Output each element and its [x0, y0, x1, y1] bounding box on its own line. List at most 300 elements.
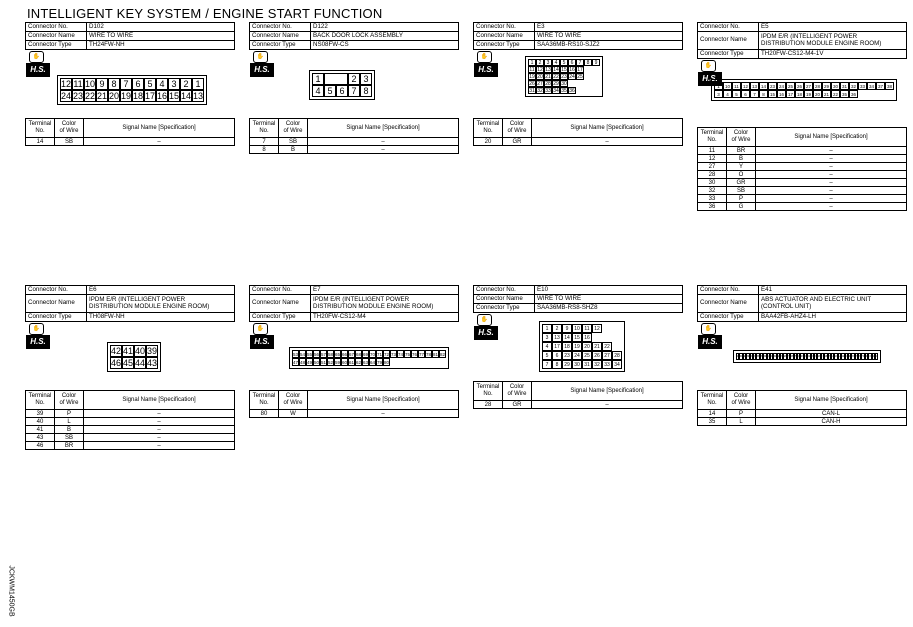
pin-16: 16 — [582, 333, 592, 342]
connector-name-value: IPDM E/R (INTELLIGENT POWER DISTRIBUTION MODULE ENGINE ROOM) — [311, 295, 459, 313]
connector-name-label: Connector Name — [698, 295, 759, 313]
pin-69: 69 — [363, 351, 369, 357]
col-terminal-no: Terminal No. — [474, 382, 503, 401]
pin-34: 34 — [612, 360, 622, 369]
pin-39: 39 — [147, 346, 158, 356]
pin-21: 21 — [807, 355, 811, 358]
connector-panel-e6 — [25, 285, 235, 450]
wire-color: SB — [727, 187, 756, 195]
table-row — [26, 434, 235, 442]
pin-33: 33 — [602, 360, 612, 369]
table-row — [250, 410, 459, 418]
connector-name-value: IPDM E/R (INTELLIGENT POWER DISTRIBUTION MODULE ENGINE ROOM) — [759, 32, 907, 50]
pin-8: 8 — [584, 59, 592, 66]
pin-17: 17 — [787, 91, 793, 97]
pin-25: 25 — [793, 355, 797, 358]
signal-name: – — [84, 410, 235, 418]
pin-23: 23 — [800, 355, 804, 358]
pin-row — [528, 66, 600, 73]
pin-2: 2 — [552, 324, 562, 333]
pin-27: 27 — [602, 351, 612, 360]
pin-24: 24 — [778, 83, 784, 89]
connector-panel-e5 — [697, 22, 907, 211]
connector-face — [57, 75, 207, 105]
connector-face — [525, 56, 603, 97]
pin-14: 14 — [181, 91, 192, 101]
pin-6: 6 — [336, 85, 348, 97]
pin-row — [110, 357, 158, 369]
signal-name: – — [756, 163, 907, 171]
connector-type-value: TH24FW-NH — [87, 41, 235, 50]
col-terminal-no: Terminal No. — [26, 391, 55, 410]
pin-9: 9 — [96, 78, 108, 90]
pin-11: 11 — [841, 355, 845, 358]
connector-face-area — [249, 322, 459, 390]
col-terminal-no: Terminal No. — [250, 391, 279, 410]
pin-3: 3 — [542, 333, 552, 342]
pin-59: 59 — [335, 359, 341, 365]
col-terminal-no: Terminal No. — [474, 119, 503, 138]
pin-42: 42 — [736, 355, 740, 358]
connector-type-value: TH20FW-CS12-M4-1V — [759, 50, 907, 59]
hs-badge: H.S. — [474, 326, 498, 340]
wire-color: P — [727, 195, 756, 203]
connector-no-label: Connector No. — [26, 286, 87, 295]
connector-header — [25, 22, 235, 50]
pin-9: 9 — [562, 324, 572, 333]
connector-type-value: TH20FW-CS12-M4 — [311, 313, 459, 322]
pin-1: 1 — [192, 78, 204, 90]
terminal-no: 35 — [698, 418, 727, 426]
terminal-no: 30 — [698, 179, 727, 187]
pin-52: 52 — [328, 359, 334, 365]
hs-badge: H.S. — [26, 63, 50, 77]
terminal-no: 12 — [698, 155, 727, 163]
pin-row — [292, 350, 446, 358]
hand-icon: ✋ — [477, 51, 492, 63]
pin-row — [110, 345, 158, 357]
connector-header — [697, 22, 907, 59]
col-color-of-wire: Color of Wire — [503, 119, 532, 138]
pin-39: 39 — [746, 355, 750, 358]
pin-8: 8 — [852, 355, 854, 358]
pin-13: 13 — [552, 333, 562, 342]
pin-50: 50 — [314, 359, 320, 365]
pin-32: 32 — [537, 87, 543, 94]
pin-19: 19 — [121, 91, 132, 101]
table-row — [26, 410, 235, 418]
wire-color: B — [279, 146, 308, 154]
hand-icon: ✋ — [29, 323, 44, 335]
hs-harness-side-icon — [474, 51, 500, 79]
pin-36: 36 — [756, 355, 760, 358]
connector-panel-d122 — [249, 22, 459, 154]
pin-26: 26 — [592, 351, 602, 360]
pin-37: 37 — [877, 83, 883, 89]
table-row — [698, 163, 907, 171]
terminal-table — [249, 390, 459, 418]
connector-type-label: Connector Type — [698, 313, 759, 322]
pin-35: 35 — [760, 355, 763, 358]
pin-8: 8 — [360, 85, 372, 97]
pin-row — [714, 82, 894, 90]
pin-row — [542, 333, 622, 342]
connector-name-value: WIRE TO WIRE — [87, 32, 235, 41]
connector-type-value: BAA42FB-AHZ4-LH — [759, 313, 907, 322]
pin-1: 1 — [876, 355, 878, 358]
terminal-table — [25, 118, 235, 146]
connector-type-label: Connector Type — [26, 41, 87, 50]
signal-name: – — [756, 155, 907, 163]
pin-72: 72 — [384, 351, 390, 357]
pin-31: 31 — [529, 87, 535, 94]
wire-color: Y — [727, 163, 756, 171]
wire-color: B — [55, 426, 84, 434]
wire-color: SB — [55, 138, 84, 146]
pin-7: 7 — [855, 355, 858, 358]
connector-no-label: Connector No. — [250, 286, 311, 295]
pin-24: 24 — [61, 91, 72, 101]
connector-type-value: TH08FW-NH — [87, 313, 235, 322]
pin-21: 21 — [545, 73, 551, 80]
pin-28: 28 — [545, 80, 551, 87]
connector-header — [473, 22, 683, 50]
connector-no-value: E41 — [759, 286, 907, 295]
terminal-no: 33 — [698, 195, 727, 203]
pin-47: 47 — [293, 359, 299, 365]
pin-3: 3 — [168, 78, 180, 90]
pin-3: 3 — [869, 355, 871, 358]
pin-19: 19 — [529, 73, 535, 80]
connector-header — [249, 22, 459, 50]
pin-12: 12 — [838, 355, 841, 358]
pin-45: 45 — [123, 358, 134, 368]
pin-row — [528, 80, 600, 87]
connector-no-label: Connector No. — [474, 23, 535, 32]
pin-31: 31 — [582, 360, 592, 369]
pin-8: 8 — [759, 90, 768, 98]
pin-row — [528, 59, 600, 66]
pin-10: 10 — [724, 83, 730, 89]
pin-54: 54 — [300, 351, 306, 357]
figure-code: JCKWM1450GB — [7, 565, 14, 617]
pin-41: 41 — [739, 355, 743, 358]
table-row — [698, 147, 907, 155]
connector-name-value: BACK DOOR LOCK ASSEMBLY — [311, 32, 459, 41]
pin-62: 62 — [356, 359, 362, 365]
pin-12: 12 — [742, 83, 748, 89]
pin-20: 20 — [109, 91, 120, 101]
col-color-of-wire: Color of Wire — [727, 128, 756, 147]
connector-name-label: Connector Name — [698, 32, 759, 50]
pin-15: 15 — [827, 355, 831, 358]
connector-panel-e41 — [697, 285, 907, 426]
pin-40: 40 — [135, 346, 146, 356]
hs-badge: H.S. — [698, 72, 722, 86]
pin-11: 11 — [73, 79, 83, 89]
col-terminal-no: Terminal No. — [250, 119, 279, 138]
signal-name: – — [756, 203, 907, 211]
pin-20: 20 — [537, 73, 543, 80]
col-color-of-wire: Color of Wire — [503, 382, 532, 401]
hs-badge: H.S. — [26, 335, 50, 349]
pin-4: 4 — [156, 78, 168, 90]
pin-28: 28 — [814, 83, 820, 89]
table-row — [698, 410, 907, 418]
pin-32: 32 — [592, 360, 602, 369]
wire-color: P — [727, 410, 756, 418]
pin-80: 80 — [384, 359, 390, 365]
pin-3: 3 — [544, 59, 552, 66]
pin-25: 25 — [577, 73, 583, 80]
pin-58: 58 — [328, 351, 334, 357]
pin-29: 29 — [553, 80, 559, 87]
pin-19: 19 — [572, 342, 582, 351]
pin-22: 22 — [804, 355, 807, 358]
pin-6: 6 — [552, 351, 562, 360]
pin-5: 5 — [542, 351, 552, 360]
signal-name: – — [756, 195, 907, 203]
pin-1: 1 — [312, 73, 324, 85]
pin-row — [312, 85, 372, 97]
signal-name: CAN-H — [756, 418, 907, 426]
pin-44: 44 — [135, 358, 146, 368]
pin-25: 25 — [787, 83, 793, 89]
pin-66: 66 — [342, 351, 348, 357]
col-color-of-wire: Color of Wire — [279, 119, 308, 138]
terminal-table — [25, 390, 235, 450]
hs-harness-side-icon — [250, 51, 276, 79]
pin-19: 19 — [814, 355, 818, 358]
pin-4: 4 — [723, 90, 732, 98]
pin-row — [542, 351, 622, 360]
pin-11: 11 — [732, 82, 741, 90]
pin-74: 74 — [398, 351, 404, 357]
connector-type-value: NS08FW-CS — [311, 41, 459, 50]
pin-7: 7 — [348, 85, 360, 97]
table-row — [26, 418, 235, 426]
pin-25: 25 — [582, 351, 592, 360]
wire-color: W — [279, 410, 308, 418]
connector-panel-d102 — [25, 22, 235, 146]
pin-77: 77 — [419, 351, 425, 357]
pin-row — [542, 360, 622, 369]
pin-75: 75 — [405, 351, 411, 357]
pin-73: 73 — [391, 351, 397, 357]
pin-3: 3 — [714, 90, 723, 98]
col-color-of-wire: Color of Wire — [727, 391, 756, 410]
pin-30: 30 — [777, 355, 780, 358]
connector-face — [733, 350, 881, 363]
pin-29: 29 — [780, 355, 784, 358]
terminal-no: 36 — [698, 203, 727, 211]
terminal-no: 39 — [26, 410, 55, 418]
pin-20: 20 — [810, 355, 814, 358]
pin-14: 14 — [562, 333, 572, 342]
wire-color: O — [727, 171, 756, 179]
pin-2: 2 — [536, 59, 544, 66]
terminal-table — [697, 127, 907, 211]
connector-panel-e10 — [473, 285, 683, 409]
wire-color: GR — [503, 138, 532, 146]
connector-type-label: Connector Type — [474, 304, 535, 313]
pin-15: 15 — [169, 91, 180, 101]
pin-13: 13 — [834, 355, 838, 358]
pin-34: 34 — [763, 355, 767, 358]
table-row — [26, 426, 235, 434]
terminal-no: 41 — [26, 426, 55, 434]
hand-icon: ✋ — [477, 314, 492, 326]
pin-38: 38 — [886, 83, 892, 89]
pin-5: 5 — [324, 85, 336, 97]
pin-16: 16 — [157, 91, 168, 101]
pin-row — [714, 90, 894, 98]
signal-name: – — [532, 138, 683, 146]
pin-28: 28 — [783, 355, 787, 358]
pin-10: 10 — [844, 355, 848, 358]
wire-color: G — [727, 203, 756, 211]
pin-31: 31 — [841, 83, 847, 89]
hand-icon: ✋ — [29, 51, 44, 63]
connector-name-label: Connector Name — [474, 295, 535, 304]
connector-no-value: D102 — [87, 23, 235, 32]
pin-56: 56 — [314, 351, 320, 357]
pin-27: 27 — [787, 355, 790, 358]
connector-no-label: Connector No. — [250, 23, 311, 32]
pin-5: 5 — [732, 90, 741, 98]
connector-no-label: Connector No. — [698, 286, 759, 295]
pin-7: 7 — [542, 360, 552, 369]
pin-43: 43 — [147, 358, 158, 368]
pin-row — [60, 90, 204, 102]
pin-14: 14 — [553, 66, 559, 73]
pin-16: 16 — [824, 355, 828, 358]
pin-row — [736, 353, 878, 360]
pin-14: 14 — [760, 83, 766, 89]
pin-5: 5 — [560, 59, 568, 66]
pin-32: 32 — [850, 83, 856, 89]
connector-type-value: SAA36MB-RS10-SJZ2 — [535, 41, 683, 50]
hand-icon: ✋ — [701, 323, 716, 335]
terminal-table — [473, 381, 683, 409]
pin-34: 34 — [553, 87, 559, 94]
pin-row — [60, 78, 204, 90]
connector-face — [711, 79, 897, 101]
hs-harness-side-icon — [698, 323, 724, 351]
pin-57: 57 — [321, 351, 327, 357]
pin-17: 17 — [145, 91, 156, 101]
pin-row — [528, 87, 600, 94]
pin-23: 23 — [562, 351, 572, 360]
hs-badge: H.S. — [698, 335, 722, 349]
pin-row — [292, 358, 446, 366]
pin-12: 12 — [61, 79, 72, 89]
connector-name-label: Connector Name — [474, 32, 535, 41]
col-signal-name: Signal Name [Specification] — [756, 391, 907, 410]
connector-type-label: Connector Type — [26, 313, 87, 322]
pin-53: 53 — [293, 351, 299, 357]
connector-no-label: Connector No. — [698, 23, 759, 32]
signal-name: – — [84, 434, 235, 442]
col-terminal-no: Terminal No. — [698, 391, 727, 410]
pin-13: 13 — [193, 91, 204, 101]
connector-no-value: D122 — [311, 23, 459, 32]
pin-28: 28 — [612, 351, 622, 360]
pin-2: 2 — [180, 78, 192, 90]
terminal-no: 14 — [26, 138, 55, 146]
pin-78: 78 — [426, 351, 432, 357]
connector-face — [539, 321, 625, 372]
signal-name: – — [308, 146, 459, 154]
connector-face-area — [473, 313, 683, 381]
terminal-no: 28 — [698, 171, 727, 179]
table-row — [698, 179, 907, 187]
pin-row — [542, 324, 622, 333]
pin-1: 1 — [542, 324, 552, 333]
pin-5: 5 — [862, 355, 864, 358]
hand-icon: ✋ — [253, 323, 268, 335]
pin-31: 31 — [773, 355, 777, 358]
pin-2: 2 — [348, 73, 360, 85]
signal-name: – — [84, 442, 235, 450]
pin-21: 21 — [97, 91, 108, 101]
terminal-table — [697, 390, 907, 426]
pin-15: 15 — [572, 333, 582, 342]
pin-13: 13 — [751, 83, 757, 89]
pin-68: 68 — [356, 351, 362, 357]
table-row — [250, 138, 459, 146]
pin-8: 8 — [108, 78, 120, 90]
pin-10: 10 — [572, 324, 582, 333]
pin-10: 10 — [85, 79, 96, 89]
hs-harness-side-icon — [26, 51, 52, 79]
connector-face-area — [697, 322, 907, 390]
pin-18: 18 — [133, 91, 144, 101]
connector-name-label: Connector Name — [26, 32, 87, 41]
pin-16: 16 — [569, 66, 575, 73]
wire-color: L — [727, 418, 756, 426]
signal-name: – — [532, 401, 683, 409]
hs-badge: H.S. — [250, 335, 274, 349]
pin-24: 24 — [572, 351, 582, 360]
signal-name: – — [84, 138, 235, 146]
terminal-no: 28 — [474, 401, 503, 409]
pin-79: 79 — [377, 359, 383, 365]
pin-blank — [324, 73, 348, 85]
col-terminal-no: Terminal No. — [698, 128, 727, 147]
pin-1: 1 — [714, 82, 723, 90]
pin-7: 7 — [120, 78, 132, 90]
pin-6: 6 — [568, 59, 576, 66]
pin-16: 16 — [778, 91, 784, 97]
connector-panel-e7 — [249, 285, 459, 418]
table-row — [26, 138, 235, 146]
connector-name-value: WIRE TO WIRE — [535, 32, 683, 41]
terminal-no: 46 — [26, 442, 55, 450]
connector-header — [473, 285, 683, 313]
pin-33: 33 — [859, 83, 865, 89]
table-row — [698, 187, 907, 195]
pin-11: 11 — [582, 324, 592, 333]
col-signal-name: Signal Name [Specification] — [532, 119, 683, 138]
connector-name-value: IPDM E/R (INTELLIGENT POWER DISTRIBUTION MODULE ENGINE ROOM) — [87, 295, 235, 313]
pin-9: 9 — [848, 355, 851, 358]
connector-no-value: E6 — [87, 286, 235, 295]
pin-2: 2 — [872, 355, 875, 358]
col-color-of-wire: Color of Wire — [279, 391, 308, 410]
pin-27: 27 — [537, 80, 543, 87]
pin-18: 18 — [796, 91, 802, 97]
